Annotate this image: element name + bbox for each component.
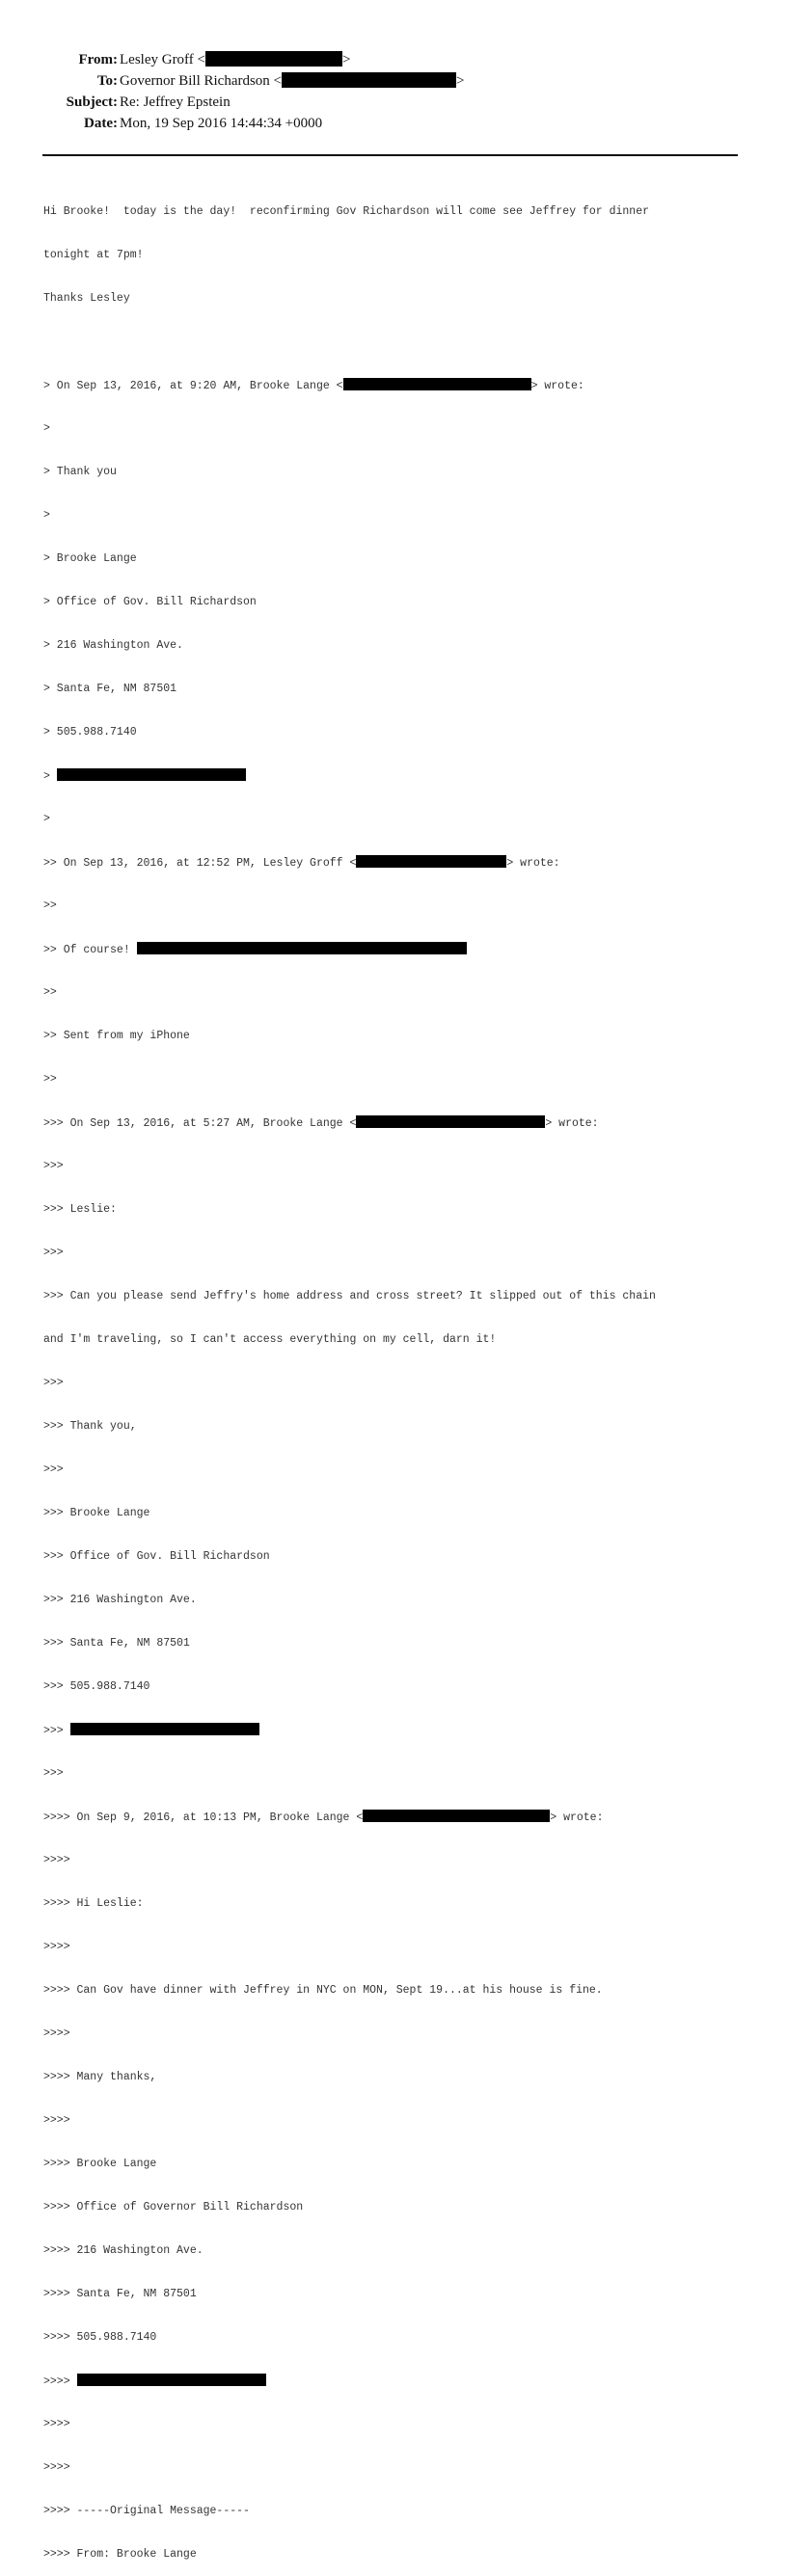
date-value: Mon, 19 Sep 2016 14:44:34 +0000: [120, 116, 323, 131]
body-line: >>> Thank you,: [43, 1420, 137, 1433]
header-divider: [42, 154, 738, 156]
body-line: >: [43, 422, 50, 435]
redaction-box: [363, 1810, 550, 1822]
body-line: >: [43, 509, 50, 522]
body-line: Thanks Lesley: [43, 292, 130, 305]
body-line: >: [43, 813, 50, 825]
from-close: >: [342, 52, 351, 67]
body-line: >>>> Office of Governor Bill Richardson: [43, 2201, 304, 2214]
date-row: [0, 114, 787, 134]
redaction-box: [356, 1115, 545, 1128]
quote-marker: >: [43, 770, 57, 783]
body-line: >>>> -----Original Message-----: [43, 2505, 250, 2517]
redacted-line: [43, 1723, 747, 1737]
body-line: >>> 505.988.7140: [43, 1680, 150, 1693]
redaction-box: [205, 51, 342, 67]
redacted-line: [43, 768, 747, 783]
quote-wrote: > wrote:: [506, 857, 560, 870]
quoted-header-line: [43, 378, 747, 392]
quote-wrote: > wrote:: [545, 1117, 599, 1130]
from-label: From:: [78, 52, 118, 67]
body-line: > 216 Washington Ave.: [43, 639, 183, 652]
body-line: >>>> From: Brooke Lange: [43, 2548, 197, 2561]
date-label: Date:: [84, 116, 118, 131]
body-line: > Office of Gov. Bill Richardson: [43, 596, 257, 608]
body-line: >>>>: [43, 2418, 70, 2430]
body-line: and I'm traveling, so I can't access everything on my cell, darn it!: [43, 1333, 497, 1346]
body-line: >>: [43, 1073, 57, 1086]
body-line: >>>>: [43, 2461, 70, 2474]
quote-wrote: > wrote:: [530, 380, 584, 392]
body-line: >>> Brooke Lange: [43, 1507, 150, 1519]
quoted-header-line: [43, 1810, 747, 1824]
redaction-box: [77, 2374, 266, 2386]
redacted-line: [43, 942, 747, 956]
redaction-box: [137, 942, 467, 954]
redaction-box: [356, 855, 506, 868]
body-line: [43, 335, 747, 349]
to-name: Governor Bill Richardson <: [120, 73, 283, 89]
body-line: >>>> Hi Leslie:: [43, 1897, 144, 1910]
body-line: >>>> Brooke Lange: [43, 2158, 157, 2170]
quote-marker: >>>>: [43, 2375, 77, 2388]
body-line: >>> Office of Gov. Bill Richardson: [43, 1550, 270, 1563]
body-line: >>>: [43, 1160, 64, 1172]
subject-row: [0, 93, 787, 113]
to-value: [120, 71, 465, 92]
body-line: >>>> 216 Washington Ave.: [43, 2244, 204, 2257]
body-line: > Santa Fe, NM 87501: [43, 683, 177, 695]
body-line: >>>: [43, 1767, 64, 1780]
body-line: >>>: [43, 1377, 64, 1389]
to-label: To:: [96, 73, 118, 89]
body-line: >>>: [43, 1463, 64, 1476]
body-line: >>>>: [43, 1854, 70, 1866]
redaction-box: [70, 1723, 259, 1735]
body-line: >>>> Many thanks,: [43, 2071, 157, 2083]
from-row: [0, 50, 787, 70]
quote-attribution: >> On Sep 13, 2016, at 12:52 PM, Lesley Groff <: [43, 857, 357, 870]
body-line: >>> Santa Fe, NM 87501: [43, 1637, 190, 1650]
body-line: >>> 216 Washington Ave.: [43, 1594, 197, 1606]
subject-label: Subject:: [66, 94, 118, 110]
body-line: >>>> 505.988.7140: [43, 2331, 157, 2344]
from-name: Lesley Groff <: [120, 52, 205, 67]
body-line: > Thank you: [43, 466, 117, 478]
body-line: >>> Can you please send Jeffry's home address and cross street? It slipped out of this chain: [43, 1290, 656, 1302]
to-row: [0, 71, 787, 92]
body-line: >>>> Can Gov have dinner with Jeffrey in NYC on MON, Sept 19...at his house is fine.: [43, 1984, 603, 1997]
body-line: >> Sent from my iPhone: [43, 1030, 190, 1042]
body-line: > Brooke Lange: [43, 552, 137, 565]
email-body: [43, 175, 747, 2576]
body-line: >>>> Santa Fe, NM 87501: [43, 2288, 197, 2300]
quote-wrote: > wrote:: [550, 1811, 604, 1824]
body-line: >>>: [43, 1247, 64, 1259]
body-line: Hi Brooke! today is the day! reconfirming Gov Richardson will come see Jeffrey for dinner: [43, 205, 650, 218]
quote-text: >> Of course!: [43, 944, 137, 956]
quote-attribution: >>>> On Sep 9, 2016, at 10:13 PM, Brooke Lange <: [43, 1811, 364, 1824]
body-line: >>> Leslie:: [43, 1203, 117, 1216]
body-line: tonight at 7pm!: [43, 249, 144, 261]
body-line: > 505.988.7140: [43, 726, 137, 738]
quoted-header-line: [43, 1115, 747, 1130]
body-line: >>>>: [43, 1941, 70, 1953]
quote-attribution: >>> On Sep 13, 2016, at 5:27 AM, Brooke Lange <: [43, 1117, 357, 1130]
quote-attribution: > On Sep 13, 2016, at 9:20 AM, Brooke Lange <: [43, 380, 343, 392]
from-value: [120, 50, 350, 70]
redaction-box: [57, 768, 246, 781]
redaction-box: [343, 378, 531, 390]
body-line: >>>>: [43, 2027, 70, 2040]
subject-value: Re: Jeffrey Epstein: [120, 94, 231, 110]
redaction-box: [282, 72, 456, 88]
redacted-line: [43, 2374, 747, 2388]
body-line: >>>>: [43, 2114, 70, 2127]
body-line: >>: [43, 986, 57, 999]
to-close: >: [456, 73, 465, 89]
body-line: >>: [43, 899, 57, 912]
quote-marker: >>>: [43, 1725, 70, 1737]
quoted-header-line: [43, 855, 747, 870]
